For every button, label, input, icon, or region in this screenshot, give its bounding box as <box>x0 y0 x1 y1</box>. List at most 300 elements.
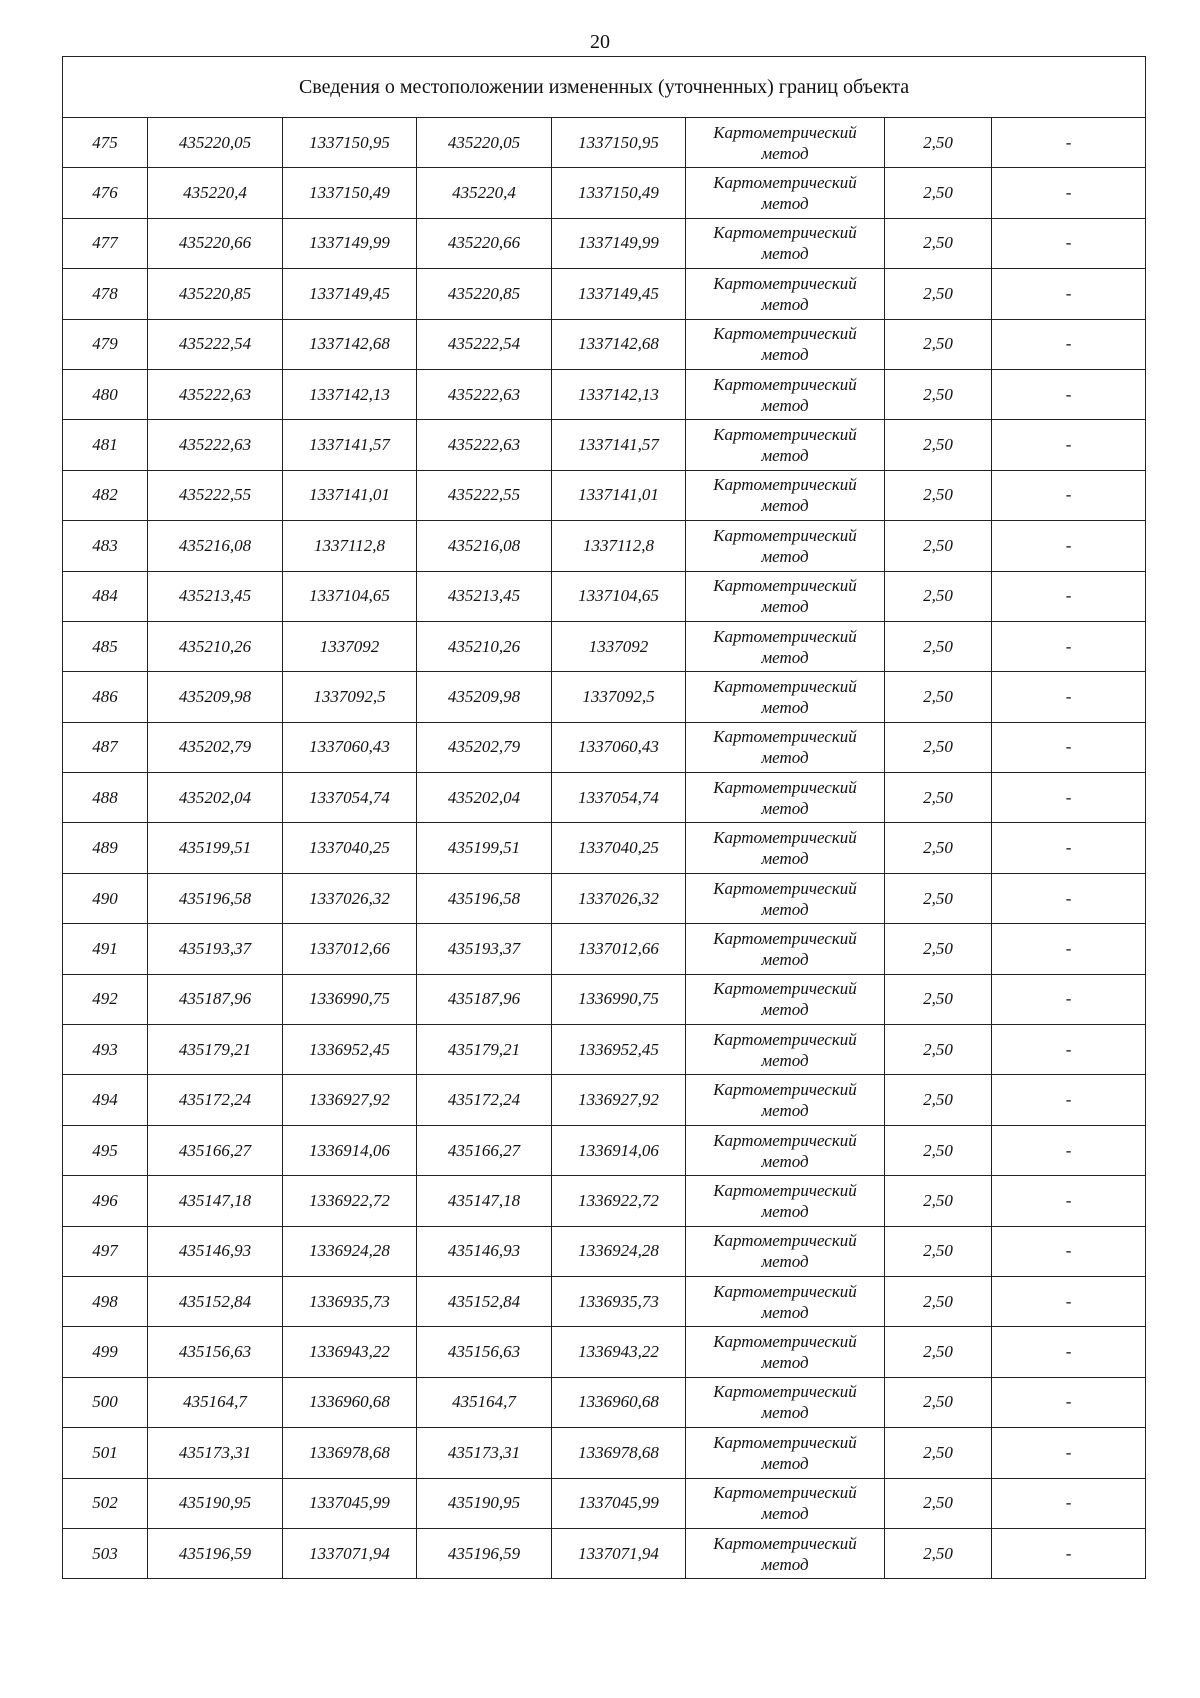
note-cell: - <box>992 1276 1146 1326</box>
accuracy-cell: 2,50 <box>885 1528 992 1578</box>
accuracy-cell: 2,50 <box>885 823 992 873</box>
method-cell <box>686 1025 885 1075</box>
table-row <box>63 823 1146 873</box>
x-refined-cell: 435164,7 <box>417 1377 552 1427</box>
accuracy-cell: 2,50 <box>885 319 992 369</box>
method-line-1: Картометрический <box>713 475 857 495</box>
x-refined-cell: 435222,63 <box>417 369 552 419</box>
table-row <box>63 1327 1146 1377</box>
method-line-2: метод <box>761 697 809 717</box>
method-cell <box>686 1276 885 1326</box>
table-row <box>63 873 1146 923</box>
note-cell: - <box>992 1025 1146 1075</box>
x-refined-cell: 435216,08 <box>417 521 552 571</box>
y-refined-cell: 1337149,99 <box>552 218 686 268</box>
point-number-cell: 487 <box>63 722 148 772</box>
method-line-1: Картометрический <box>713 1080 857 1100</box>
y-existing-cell: 1337045,99 <box>283 1478 417 1528</box>
method-line-1: Картометрический <box>713 425 857 445</box>
x-existing-cell: 435152,84 <box>148 1276 283 1326</box>
method-line-1: Картометрический <box>713 173 857 193</box>
method-line-2: метод <box>761 647 809 667</box>
x-refined-cell: 435152,84 <box>417 1276 552 1326</box>
y-existing-cell: 1337092 <box>283 621 417 671</box>
method-cell <box>686 1377 885 1427</box>
method-line-1: Картометрический <box>713 777 857 797</box>
table-row <box>63 218 1146 268</box>
accuracy-cell: 2,50 <box>885 521 992 571</box>
y-refined-cell: 1337040,25 <box>552 823 686 873</box>
x-refined-cell: 435193,37 <box>417 924 552 974</box>
x-refined-cell: 435213,45 <box>417 571 552 621</box>
method-line-1: Картометрический <box>713 1382 857 1402</box>
x-existing-cell: 435156,63 <box>148 1327 283 1377</box>
x-existing-cell: 435190,95 <box>148 1478 283 1528</box>
x-refined-cell: 435196,59 <box>417 1528 552 1578</box>
method-line-1: Картометрический <box>713 1483 857 1503</box>
x-existing-cell: 435222,54 <box>148 319 283 369</box>
boundary-coordinates-table <box>62 56 1146 1579</box>
y-refined-cell: 1337026,32 <box>552 873 686 923</box>
method-cell <box>686 873 885 923</box>
method-cell <box>686 420 885 470</box>
accuracy-cell: 2,50 <box>885 1226 992 1276</box>
method-cell <box>686 1528 885 1578</box>
x-refined-cell: 435196,58 <box>417 873 552 923</box>
method-line-2: метод <box>761 949 809 969</box>
table-row <box>63 773 1146 823</box>
x-refined-cell: 435172,24 <box>417 1075 552 1125</box>
y-existing-cell: 1337012,66 <box>283 924 417 974</box>
method-line-1: Картометрический <box>713 928 857 948</box>
y-refined-cell: 1336990,75 <box>552 974 686 1024</box>
y-existing-cell: 1337150,95 <box>283 118 417 168</box>
accuracy-cell: 2,50 <box>885 470 992 520</box>
x-existing-cell: 435213,45 <box>148 571 283 621</box>
x-existing-cell: 435147,18 <box>148 1176 283 1226</box>
method-line-1: Картометрический <box>713 828 857 848</box>
method-line-2: метод <box>761 748 809 768</box>
point-number-cell: 482 <box>63 470 148 520</box>
x-existing-cell: 435216,08 <box>148 521 283 571</box>
method-line-1: Картометрический <box>713 1533 857 1553</box>
x-existing-cell: 435187,96 <box>148 974 283 1024</box>
y-existing-cell: 1337071,94 <box>283 1528 417 1578</box>
y-refined-cell: 1337045,99 <box>552 1478 686 1528</box>
y-existing-cell: 1337112,8 <box>283 521 417 571</box>
method-line-1: Картометрический <box>713 626 857 646</box>
note-cell: - <box>992 1125 1146 1175</box>
accuracy-cell: 2,50 <box>885 269 992 319</box>
point-number-cell: 503 <box>63 1528 148 1578</box>
x-existing-cell: 435222,55 <box>148 470 283 520</box>
x-refined-cell: 435156,63 <box>417 1327 552 1377</box>
table-row <box>63 974 1146 1024</box>
x-existing-cell: 435173,31 <box>148 1428 283 1478</box>
table-row <box>63 1125 1146 1175</box>
section-title: Сведения о местоположении измененных (уточненных) границ объекта <box>63 57 1146 118</box>
point-number-cell: 475 <box>63 118 148 168</box>
note-cell: - <box>992 621 1146 671</box>
note-cell: - <box>992 773 1146 823</box>
method-line-1: Картометрический <box>713 676 857 696</box>
y-existing-cell: 1336922,72 <box>283 1176 417 1226</box>
method-cell <box>686 1176 885 1226</box>
accuracy-cell: 2,50 <box>885 1478 992 1528</box>
x-existing-cell: 435193,37 <box>148 924 283 974</box>
y-refined-cell: 1336952,45 <box>552 1025 686 1075</box>
method-cell <box>686 319 885 369</box>
note-cell: - <box>992 118 1146 168</box>
table-row <box>63 722 1146 772</box>
method-line-2: метод <box>761 345 809 365</box>
point-number-cell: 479 <box>63 319 148 369</box>
point-number-cell: 480 <box>63 369 148 419</box>
y-existing-cell: 1337026,32 <box>283 873 417 923</box>
note-cell: - <box>992 1478 1146 1528</box>
note-cell: - <box>992 1226 1146 1276</box>
y-existing-cell: 1337040,25 <box>283 823 417 873</box>
x-existing-cell: 435220,05 <box>148 118 283 168</box>
method-line-2: метод <box>761 1050 809 1070</box>
table-row <box>63 168 1146 218</box>
y-existing-cell: 1336924,28 <box>283 1226 417 1276</box>
y-existing-cell: 1336978,68 <box>283 1428 417 1478</box>
table-row <box>63 1428 1146 1478</box>
point-number-cell: 501 <box>63 1428 148 1478</box>
x-existing-cell: 435199,51 <box>148 823 283 873</box>
table-row <box>63 571 1146 621</box>
point-number-cell: 488 <box>63 773 148 823</box>
x-existing-cell: 435210,26 <box>148 621 283 671</box>
method-cell <box>686 773 885 823</box>
note-cell: - <box>992 672 1146 722</box>
x-refined-cell: 435147,18 <box>417 1176 552 1226</box>
point-number-cell: 500 <box>63 1377 148 1427</box>
y-existing-cell: 1337141,01 <box>283 470 417 520</box>
table-row <box>63 319 1146 369</box>
method-cell <box>686 924 885 974</box>
y-refined-cell: 1337141,01 <box>552 470 686 520</box>
accuracy-cell: 2,50 <box>885 974 992 1024</box>
x-existing-cell: 435222,63 <box>148 369 283 419</box>
method-line-2: метод <box>761 496 809 516</box>
x-refined-cell: 435210,26 <box>417 621 552 671</box>
x-refined-cell: 435179,21 <box>417 1025 552 1075</box>
accuracy-cell: 2,50 <box>885 924 992 974</box>
y-existing-cell: 1337149,99 <box>283 218 417 268</box>
y-refined-cell: 1336927,92 <box>552 1075 686 1125</box>
method-cell <box>686 823 885 873</box>
x-existing-cell: 435172,24 <box>148 1075 283 1125</box>
y-refined-cell: 1337150,95 <box>552 118 686 168</box>
method-cell <box>686 1226 885 1276</box>
y-refined-cell: 1336922,72 <box>552 1176 686 1226</box>
table-row <box>63 1226 1146 1276</box>
method-line-1: Картометрический <box>713 1180 857 1200</box>
point-number-cell: 476 <box>63 168 148 218</box>
note-cell: - <box>992 521 1146 571</box>
method-line-2: метод <box>761 546 809 566</box>
method-line-2: метод <box>761 899 809 919</box>
x-existing-cell: 435196,59 <box>148 1528 283 1578</box>
method-cell <box>686 521 885 571</box>
table-row <box>63 1025 1146 1075</box>
y-refined-cell: 1337142,13 <box>552 369 686 419</box>
table-row <box>63 924 1146 974</box>
page-number: 20 <box>590 31 610 53</box>
y-refined-cell: 1337092,5 <box>552 672 686 722</box>
point-number-cell: 485 <box>63 621 148 671</box>
table-row <box>63 118 1146 168</box>
note-cell: - <box>992 470 1146 520</box>
y-existing-cell: 1336914,06 <box>283 1125 417 1175</box>
method-line-2: метод <box>761 143 809 163</box>
method-line-2: метод <box>761 1403 809 1423</box>
method-line-1: Картометрический <box>713 1432 857 1452</box>
method-line-2: метод <box>761 194 809 214</box>
method-cell <box>686 672 885 722</box>
y-existing-cell: 1336960,68 <box>283 1377 417 1427</box>
point-number-cell: 483 <box>63 521 148 571</box>
y-refined-cell: 1337112,8 <box>552 521 686 571</box>
x-existing-cell: 435164,7 <box>148 1377 283 1427</box>
note-cell: - <box>992 873 1146 923</box>
y-existing-cell: 1337149,45 <box>283 269 417 319</box>
note-cell: - <box>992 369 1146 419</box>
method-cell <box>686 1075 885 1125</box>
note-cell: - <box>992 269 1146 319</box>
table-row <box>63 420 1146 470</box>
point-number-cell: 499 <box>63 1327 148 1377</box>
method-line-2: метод <box>761 244 809 264</box>
method-line-1: Картометрический <box>713 979 857 999</box>
method-cell <box>686 1125 885 1175</box>
point-number-cell: 497 <box>63 1226 148 1276</box>
y-refined-cell: 1337141,57 <box>552 420 686 470</box>
accuracy-cell: 2,50 <box>885 571 992 621</box>
note-cell: - <box>992 218 1146 268</box>
point-number-cell: 478 <box>63 269 148 319</box>
method-line-1: Картометрический <box>713 223 857 243</box>
table-row <box>63 1528 1146 1578</box>
y-existing-cell: 1336943,22 <box>283 1327 417 1377</box>
point-number-cell: 486 <box>63 672 148 722</box>
y-refined-cell: 1336978,68 <box>552 1428 686 1478</box>
x-refined-cell: 435202,04 <box>417 773 552 823</box>
table-row <box>63 1377 1146 1427</box>
note-cell: - <box>992 974 1146 1024</box>
y-refined-cell: 1337071,94 <box>552 1528 686 1578</box>
note-cell: - <box>992 823 1146 873</box>
point-number-cell: 496 <box>63 1176 148 1226</box>
x-existing-cell: 435220,4 <box>148 168 283 218</box>
note-cell: - <box>992 1528 1146 1578</box>
x-refined-cell: 435220,4 <box>417 168 552 218</box>
y-refined-cell: 1337150,49 <box>552 168 686 218</box>
method-cell <box>686 571 885 621</box>
method-line-2: метод <box>761 1554 809 1574</box>
method-cell <box>686 269 885 319</box>
y-existing-cell: 1337104,65 <box>283 571 417 621</box>
table-row <box>63 672 1146 722</box>
accuracy-cell: 2,50 <box>885 621 992 671</box>
method-line-1: Картометрический <box>713 1231 857 1251</box>
method-line-1: Картометрический <box>713 1281 857 1301</box>
accuracy-cell: 2,50 <box>885 1075 992 1125</box>
point-number-cell: 502 <box>63 1478 148 1528</box>
accuracy-cell: 2,50 <box>885 1025 992 1075</box>
table-row <box>63 521 1146 571</box>
y-refined-cell: 1337104,65 <box>552 571 686 621</box>
y-refined-cell: 1336935,73 <box>552 1276 686 1326</box>
y-existing-cell: 1337150,49 <box>283 168 417 218</box>
x-refined-cell: 435220,85 <box>417 269 552 319</box>
method-line-2: метод <box>761 1504 809 1524</box>
method-line-2: метод <box>761 1252 809 1272</box>
method-line-2: метод <box>761 1302 809 1322</box>
accuracy-cell: 2,50 <box>885 1125 992 1175</box>
table-row <box>63 621 1146 671</box>
method-line-2: метод <box>761 1201 809 1221</box>
accuracy-cell: 2,50 <box>885 1176 992 1226</box>
method-line-2: метод <box>761 1000 809 1020</box>
note-cell: - <box>992 1327 1146 1377</box>
method-cell <box>686 1428 885 1478</box>
y-refined-cell: 1337012,66 <box>552 924 686 974</box>
method-line-2: метод <box>761 1101 809 1121</box>
y-existing-cell: 1336952,45 <box>283 1025 417 1075</box>
note-cell: - <box>992 1377 1146 1427</box>
method-line-1: Картометрический <box>713 878 857 898</box>
method-cell <box>686 722 885 772</box>
x-existing-cell: 435220,66 <box>148 218 283 268</box>
note-cell: - <box>992 1075 1146 1125</box>
y-existing-cell: 1337142,13 <box>283 369 417 419</box>
note-cell: - <box>992 722 1146 772</box>
method-line-1: Картометрический <box>713 1332 857 1352</box>
method-line-2: метод <box>761 798 809 818</box>
y-existing-cell: 1337092,5 <box>283 672 417 722</box>
y-refined-cell: 1337060,43 <box>552 722 686 772</box>
table-body <box>63 57 1146 1579</box>
note-cell: - <box>992 1428 1146 1478</box>
x-existing-cell: 435179,21 <box>148 1025 283 1075</box>
table-row <box>63 1276 1146 1326</box>
method-line-2: метод <box>761 1151 809 1171</box>
point-number-cell: 484 <box>63 571 148 621</box>
table-row <box>63 369 1146 419</box>
note-cell: - <box>992 420 1146 470</box>
note-cell: - <box>992 1176 1146 1226</box>
y-refined-cell: 1336914,06 <box>552 1125 686 1175</box>
x-refined-cell: 435190,95 <box>417 1478 552 1528</box>
x-existing-cell: 435202,04 <box>148 773 283 823</box>
table-row <box>63 1176 1146 1226</box>
method-cell <box>686 621 885 671</box>
accuracy-cell: 2,50 <box>885 1327 992 1377</box>
y-refined-cell: 1337054,74 <box>552 773 686 823</box>
y-refined-cell: 1336924,28 <box>552 1226 686 1276</box>
y-existing-cell: 1337141,57 <box>283 420 417 470</box>
method-line-1: Картометрический <box>713 576 857 596</box>
y-existing-cell: 1337054,74 <box>283 773 417 823</box>
x-refined-cell: 435199,51 <box>417 823 552 873</box>
y-refined-cell: 1337149,45 <box>552 269 686 319</box>
method-line-1: Картометрический <box>713 727 857 747</box>
point-number-cell: 498 <box>63 1276 148 1326</box>
accuracy-cell: 2,50 <box>885 722 992 772</box>
method-cell <box>686 369 885 419</box>
x-existing-cell: 435146,93 <box>148 1226 283 1276</box>
method-cell <box>686 118 885 168</box>
method-cell <box>686 1478 885 1528</box>
accuracy-cell: 2,50 <box>885 118 992 168</box>
point-number-cell: 492 <box>63 974 148 1024</box>
accuracy-cell: 2,50 <box>885 1276 992 1326</box>
method-line-1: Картометрический <box>713 374 857 394</box>
x-refined-cell: 435146,93 <box>417 1226 552 1276</box>
method-line-1: Картометрический <box>713 324 857 344</box>
accuracy-cell: 2,50 <box>885 873 992 923</box>
point-number-cell: 489 <box>63 823 148 873</box>
x-existing-cell: 435202,79 <box>148 722 283 772</box>
note-cell: - <box>992 168 1146 218</box>
accuracy-cell: 2,50 <box>885 218 992 268</box>
point-number-cell: 491 <box>63 924 148 974</box>
accuracy-cell: 2,50 <box>885 1428 992 1478</box>
method-line-1: Картометрический <box>713 1130 857 1150</box>
x-existing-cell: 435209,98 <box>148 672 283 722</box>
point-number-cell: 494 <box>63 1075 148 1125</box>
point-number-cell: 481 <box>63 420 148 470</box>
table-row <box>63 470 1146 520</box>
y-existing-cell: 1336990,75 <box>283 974 417 1024</box>
method-cell <box>686 974 885 1024</box>
x-refined-cell: 435222,54 <box>417 319 552 369</box>
method-cell <box>686 218 885 268</box>
method-cell <box>686 470 885 520</box>
x-refined-cell: 435187,96 <box>417 974 552 1024</box>
x-refined-cell: 435222,63 <box>417 420 552 470</box>
method-line-2: метод <box>761 395 809 415</box>
method-line-2: метод <box>761 1353 809 1373</box>
x-refined-cell: 435209,98 <box>417 672 552 722</box>
y-existing-cell: 1337060,43 <box>283 722 417 772</box>
x-refined-cell: 435202,79 <box>417 722 552 772</box>
x-refined-cell: 435222,55 <box>417 470 552 520</box>
y-refined-cell: 1336943,22 <box>552 1327 686 1377</box>
method-line-1: Картометрический <box>713 525 857 545</box>
table-row <box>63 1478 1146 1528</box>
y-existing-cell: 1336935,73 <box>283 1276 417 1326</box>
accuracy-cell: 2,50 <box>885 1377 992 1427</box>
note-cell: - <box>992 319 1146 369</box>
method-line-2: метод <box>761 1453 809 1473</box>
method-line-2: метод <box>761 849 809 869</box>
point-number-cell: 490 <box>63 873 148 923</box>
accuracy-cell: 2,50 <box>885 168 992 218</box>
point-number-cell: 477 <box>63 218 148 268</box>
method-line-1: Картометрический <box>713 122 857 142</box>
y-refined-cell: 1337142,68 <box>552 319 686 369</box>
x-refined-cell: 435173,31 <box>417 1428 552 1478</box>
y-refined-cell: 1337092 <box>552 621 686 671</box>
note-cell: - <box>992 571 1146 621</box>
x-existing-cell: 435222,63 <box>148 420 283 470</box>
accuracy-cell: 2,50 <box>885 672 992 722</box>
section-title-row <box>63 57 1146 118</box>
